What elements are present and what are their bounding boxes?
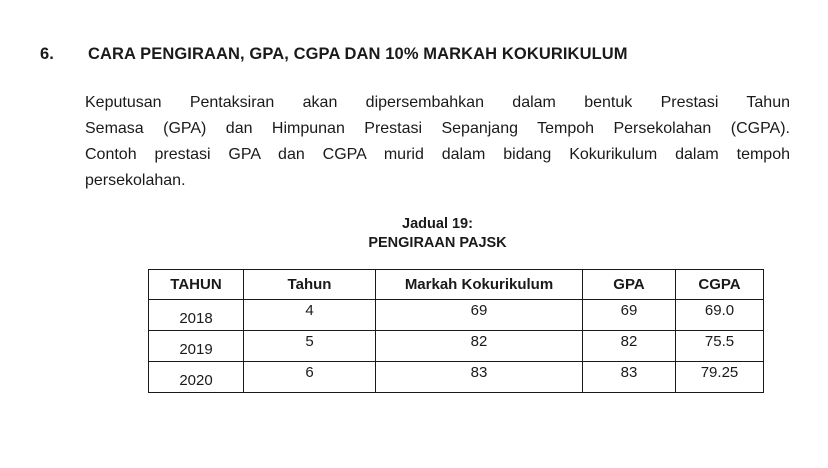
cell-cgpa: 75.5 bbox=[676, 331, 764, 362]
header-cell-cgpa: CGPA bbox=[676, 270, 764, 300]
cell-tahun: 5 bbox=[244, 331, 376, 362]
cell-gpa: 82 bbox=[583, 331, 676, 362]
table-row bbox=[149, 300, 764, 331]
cell-gpa: 69 bbox=[583, 300, 676, 331]
body-paragraph bbox=[85, 90, 790, 194]
table-header-row bbox=[149, 270, 764, 300]
paragraph-line: persekolahan. bbox=[85, 172, 186, 189]
cell-tahun: 6 bbox=[244, 362, 376, 393]
header-cell-gpa: GPA bbox=[583, 270, 676, 300]
cell-cgpa: 79.25 bbox=[676, 362, 764, 393]
cell-tahun: 4 bbox=[244, 300, 376, 331]
section-title: CARA PENGIRAAN, GPA, CGPA DAN 10% MARKAH KOKURIKULUM bbox=[88, 45, 628, 63]
pengiraan-pajsk-table bbox=[148, 269, 764, 393]
header-cell-tahun: TAHUN bbox=[149, 270, 244, 300]
table-row bbox=[149, 331, 764, 362]
paragraph-line: Keputusan Pentaksiran akan dipersembahkan dalam bentuk Prestasi Tahun bbox=[85, 94, 790, 111]
cell-year: 2018 bbox=[149, 300, 244, 331]
cell-markah: 83 bbox=[376, 362, 583, 393]
cell-year: 2019 bbox=[149, 331, 244, 362]
paragraph-line: Semasa (GPA) dan Himpunan Prestasi Sepanjang Tempoh Persekolahan (CGPA). bbox=[85, 120, 790, 137]
table-caption-line2: PENGIRAAN PAJSK bbox=[368, 235, 507, 251]
section-heading bbox=[40, 45, 628, 63]
cell-cgpa: 69.0 bbox=[676, 300, 764, 331]
paragraph-line: Contoh prestasi GPA dan CGPA murid dalam bidang Kokurikulum dalam tempoh bbox=[85, 146, 790, 163]
cell-markah: 82 bbox=[376, 331, 583, 362]
table-caption-line1: Jadual 19: bbox=[402, 216, 473, 232]
header-cell-markah-kokurikulum: Markah Kokurikulum bbox=[376, 270, 583, 300]
header-cell-tahun-darjah: Tahun bbox=[244, 270, 376, 300]
table-row bbox=[149, 362, 764, 393]
table-caption bbox=[85, 215, 790, 253]
section-number: 6. bbox=[40, 45, 54, 63]
cell-markah: 69 bbox=[376, 300, 583, 331]
cell-year: 2020 bbox=[149, 362, 244, 393]
cell-gpa: 83 bbox=[583, 362, 676, 393]
